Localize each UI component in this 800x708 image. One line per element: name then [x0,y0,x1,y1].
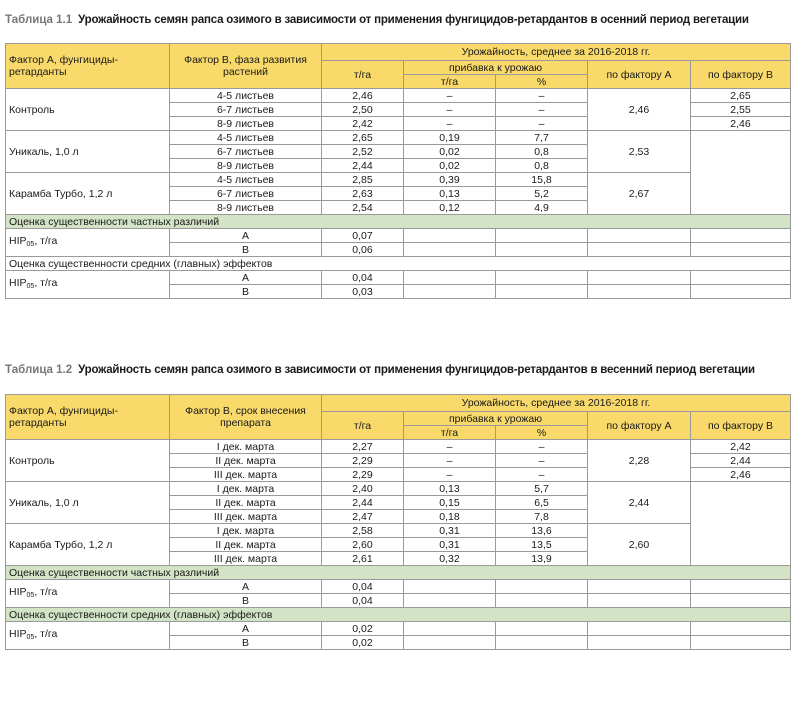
section-partial-differences: Оценка существенности частных различий [6,566,791,580]
yield-cell: 2,58 [322,524,404,538]
increase-pct-cell: 7,8 [496,510,588,524]
nsr-value-cell: 0,04 [322,580,404,594]
factor-b-cell: 8-9 листьев [170,117,322,131]
yield-cell: 2,60 [322,538,404,552]
table-row [6,622,791,636]
t-ha-header: т/га [322,412,404,440]
factor-b-mean: 2,65 [691,89,791,103]
factor-a-name: Карамба Турбо, 1,2 л [6,524,170,566]
factor-b-cell: 4-5 листьев [170,173,322,187]
factor-b-cell: 4-5 листьев [170,89,322,103]
increase-cell: 0,02 [404,159,496,173]
increase-cell: – [404,103,496,117]
factor-b-cell: II дек. марта [170,538,322,552]
table-row [6,482,791,496]
increase-cell: 0,13 [404,187,496,201]
increase-cell: – [404,89,496,103]
increase-t-ha-header: т/га [404,426,496,440]
table-number: Таблица 1.2 [5,364,73,376]
increase-pct-cell: – [496,103,588,117]
nsr-value-cell: 0,02 [322,636,404,650]
increase-cell: 0,12 [404,201,496,215]
factor-b-cell: 8-9 листьев [170,201,322,215]
nsr-factor-cell: В [170,243,322,257]
factor-a-mean: 2,60 [588,524,691,566]
increase-cell: 0,32 [404,552,496,566]
factor-b-cell: II дек. марта [170,454,322,468]
increase-pct-cell: 0,8 [496,145,588,159]
yield-cell: 2,29 [322,468,404,482]
factor-b-empty [691,482,791,566]
nsr-value-cell: 0,03 [322,285,404,299]
factor-b-cell: I дек. марта [170,524,322,538]
nsr-factor-cell: А [170,229,322,243]
yield-cell: 2,50 [322,103,404,117]
yield-cell: 2,44 [322,159,404,173]
table-title: Урожайность семян рапса озимого в зависимости от применения фунгицидов-ретардантов в весенний период вегетации [78,364,755,376]
by-factor-a-header: по фактору А [588,61,691,89]
factor-b-cell: 4-5 листьев [170,131,322,145]
increase-cell: 0,13 [404,482,496,496]
increase-pct-cell: – [496,454,588,468]
section-main-effects: Оценка существенности средних (главных) эффектов [6,257,791,271]
increase-pct-cell: 15,8 [496,173,588,187]
increase-header: прибавка к урожаю [404,61,588,75]
yield-cell: 2,61 [322,552,404,566]
factor-a-mean: 2,67 [588,173,691,215]
nsr-value-cell: 0,06 [322,243,404,257]
factor-b-cell: II дек. марта [170,496,322,510]
yield-cell: 2,63 [322,187,404,201]
yield-cell: 2,42 [322,117,404,131]
increase-cell: – [404,468,496,482]
table-2-caption [5,363,755,377]
yield-cell: 2,52 [322,145,404,159]
table-row [6,89,791,103]
increase-t-ha-header: т/га [404,75,496,89]
table-number: Таблица 1.1 [5,14,73,26]
yield-header: Урожайность, среднее за 2016-2018 гг. [322,44,791,61]
table-row [6,440,791,454]
increase-pct-cell: – [496,89,588,103]
increase-pct-cell: 0,8 [496,159,588,173]
by-factor-b-header: по фактору В [691,61,791,89]
yield-cell: 2,27 [322,440,404,454]
increase-cell: 0,02 [404,145,496,159]
increase-pct-header: % [496,75,588,89]
factor-a-header: Фактор А, фунгициды-ретарданты [6,395,170,440]
increase-cell: 0,31 [404,524,496,538]
factor-a-name: Карамба Турбо, 1,2 л [6,173,170,215]
hip-label: $НIР_{05}$, т/га [6,580,170,608]
factor-b-mean: 2,44 [691,454,791,468]
factor-a-name: Уникаль, 1,0 л [6,482,170,524]
factor-b-mean: 2,46 [691,117,791,131]
table-row [6,271,791,285]
increase-pct-header: % [496,426,588,440]
factor-b-cell: I дек. марта [170,440,322,454]
increase-cell: 0,39 [404,173,496,187]
factor-a-name: Уникаль, 1,0 л [6,131,170,173]
factor-b-header: Фактор В, срок внесения препарата [170,395,322,440]
table-1-caption [5,13,749,27]
table-row [6,229,791,243]
increase-pct-cell: 7,7 [496,131,588,145]
increase-pct-cell: – [496,440,588,454]
increase-pct-cell: 13,6 [496,524,588,538]
nsr-value-cell: 0,04 [322,594,404,608]
yield-cell: 2,29 [322,454,404,468]
hip-label: $НIР_{05}$, т/га [6,622,170,650]
factor-b-cell: III дек. марта [170,510,322,524]
hip-label: $НIР_{05}$, т/га [6,229,170,257]
yield-cell: 2,54 [322,201,404,215]
factor-b-mean: 2,55 [691,103,791,117]
increase-pct-cell: 4,9 [496,201,588,215]
increase-pct-cell: 13,5 [496,538,588,552]
factor-a-mean: 2,28 [588,440,691,482]
factor-a-name: Контроль [6,89,170,131]
factor-b-mean: 2,46 [691,468,791,482]
factor-b-cell: III дек. марта [170,552,322,566]
factor-a-header: Фактор А, фунгициды-ретарданты [6,44,170,89]
factor-a-mean: 2,46 [588,89,691,131]
increase-pct-cell: 5,7 [496,482,588,496]
yield-cell: 2,47 [322,510,404,524]
table-title: Урожайность семян рапса озимого в зависимости от применения фунгицидов-ретардантов в осенний период вегетации [78,14,749,26]
factor-b-cell: 8-9 листьев [170,159,322,173]
increase-cell: 0,18 [404,510,496,524]
section-partial-differences: Оценка существенности частных различий [6,215,791,229]
increase-cell: – [404,440,496,454]
factor-b-cell: I дек. марта [170,482,322,496]
nsr-value-cell: 0,04 [322,271,404,285]
increase-pct-cell: 5,2 [496,187,588,201]
nsr-factor-cell: А [170,271,322,285]
nsr-factor-cell: А [170,622,322,636]
factor-b-cell: 6-7 листьев [170,103,322,117]
increase-cell: 0,15 [404,496,496,510]
increase-cell: – [404,117,496,131]
table-row [6,580,791,594]
table-2 [5,394,791,650]
nsr-factor-cell: В [170,285,322,299]
factor-b-mean: 2,42 [691,440,791,454]
increase-pct-cell: – [496,468,588,482]
factor-a-mean: 2,44 [588,482,691,524]
table-1 [5,43,791,299]
yield-cell: 2,44 [322,496,404,510]
factor-b-empty [691,131,791,215]
nsr-value-cell: 0,02 [322,622,404,636]
increase-cell: – [404,454,496,468]
yield-cell: 2,85 [322,173,404,187]
table-row [6,173,791,187]
increase-cell: 0,31 [404,538,496,552]
factor-b-header: Фактор В, фаза развития растений [170,44,322,89]
yield-cell: 2,46 [322,89,404,103]
by-factor-b-header: по фактору В [691,412,791,440]
increase-header: прибавка к урожаю [404,412,588,426]
yield-header: Урожайность, среднее за 2016-2018 гг. [322,395,791,412]
t-ha-header: т/га [322,61,404,89]
table-row [6,131,791,145]
increase-pct-cell: 6,5 [496,496,588,510]
factor-b-cell: 6-7 листьев [170,145,322,159]
by-factor-a-header: по фактору А [588,412,691,440]
factor-a-mean: 2,53 [588,131,691,173]
increase-pct-cell: 13,9 [496,552,588,566]
factor-b-cell: III дек. марта [170,468,322,482]
increase-cell: 0,19 [404,131,496,145]
nsr-factor-cell: А [170,580,322,594]
yield-cell: 2,40 [322,482,404,496]
nsr-value-cell: 0,07 [322,229,404,243]
nsr-factor-cell: В [170,594,322,608]
increase-pct-cell: – [496,117,588,131]
section-main-effects: Оценка существенности средних (главных) эффектов [6,608,791,622]
nsr-factor-cell: В [170,636,322,650]
yield-cell: 2,65 [322,131,404,145]
hip-label: $НIР_{05}$, т/га [6,271,170,299]
factor-a-name: Контроль [6,440,170,482]
table-row [6,524,791,538]
factor-b-cell: 6-7 листьев [170,187,322,201]
